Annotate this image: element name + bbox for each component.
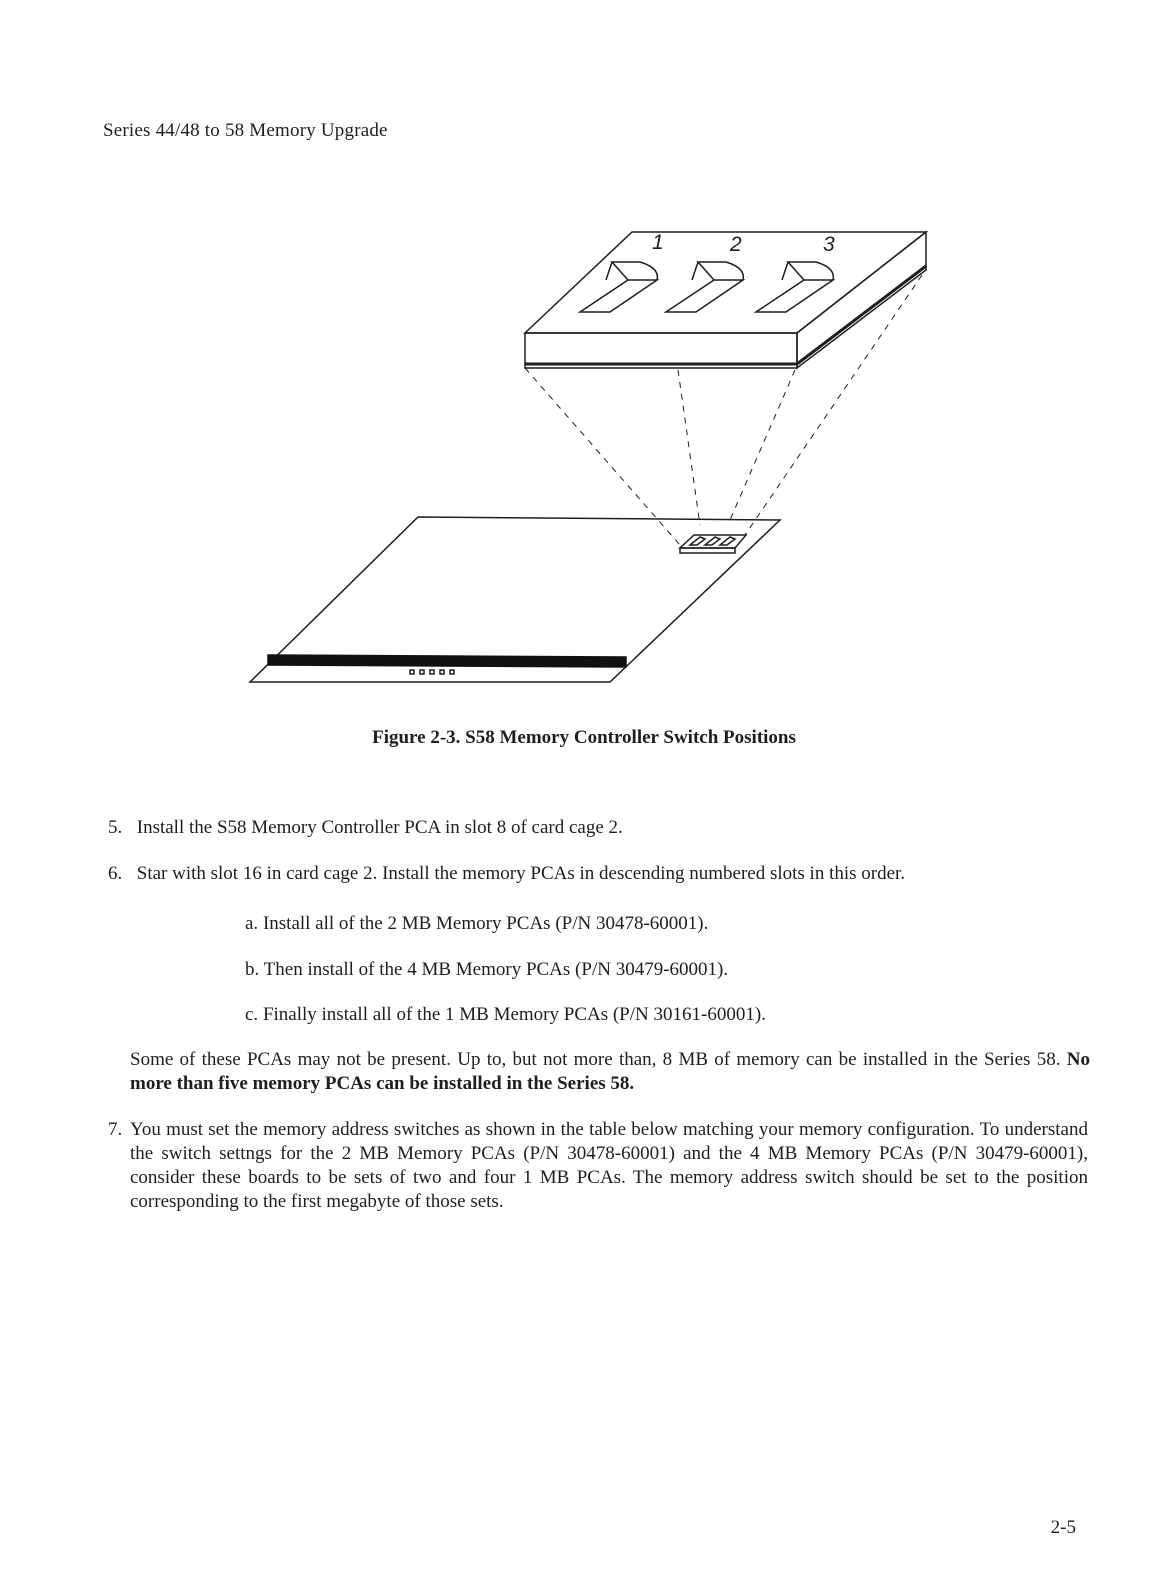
switch-label-3: 3 <box>823 233 835 256</box>
step-number: 5. <box>108 817 123 838</box>
switch-2-icon <box>666 262 743 312</box>
switch-label-2: 2 <box>730 233 742 256</box>
substep-label: a. <box>245 913 259 934</box>
board-connector-edge <box>268 655 626 667</box>
circuit-board <box>250 517 780 682</box>
step-6 <box>108 862 1088 886</box>
running-header: Series 44/48 to 58 Memory Upgrade <box>103 120 388 141</box>
note-text: Some of these PCAs may not be present. Up to, but not more than, 8 MB of memory can be installed in the Series 58. <box>130 1049 1061 1070</box>
board-switch-icon <box>680 535 746 553</box>
page-number: 2-5 <box>1050 1517 1076 1538</box>
substep-c <box>245 1003 1065 1027</box>
step-text: Star with slot 16 in card cage 2. Install the memory PCAs in descending numbered slots in this order. <box>136 863 906 884</box>
switch-block-top <box>525 232 926 333</box>
substep-label: b. <box>245 959 260 980</box>
substep-b <box>245 958 1065 982</box>
step-text: You must set the memory address switches as shown in the table below matching your memory configuration. To understand the switch settngs for the 2 MB Memory PCAs (P/N 30478-60001) and the 4 MB Memory PCAs (P/N 30479-60001), consider these boards to be sets of two and four 1 MB PCAs. The memory address switch should be set to the position corresponding to the first megabyte of those sets. <box>130 1119 1088 1212</box>
step-number: 7. <box>108 1119 123 1140</box>
board-small-pads <box>410 670 454 674</box>
substep-text: Then install of the 4 MB Memory PCAs (P/N 30479-60001). <box>263 959 729 980</box>
figure-caption: Figure 2-3. S58 Memory Controller Switch Positions <box>372 727 796 748</box>
substep-label: c. <box>245 1004 259 1025</box>
substep-text: Finally install all of the 1 MB Memory PCAs (P/N 30161-60001). <box>262 1004 766 1025</box>
step-5 <box>108 816 1088 840</box>
switch-3-icon <box>756 262 833 312</box>
step-7 <box>108 1118 1088 1214</box>
switch-position-figure <box>0 0 1168 720</box>
substep-a <box>245 912 1065 936</box>
note-bold-warning: No more than five memory PCAs can be installed in the Series 58. <box>130 1049 1090 1094</box>
switch-label-1: 1 <box>652 231 664 254</box>
step-number: 6. <box>108 863 123 884</box>
substep-text: Install all of the 2 MB Memory PCAs (P/N 30478-60001). <box>262 913 709 934</box>
switch-block-enlarged <box>525 232 926 368</box>
step-text: Install the S58 Memory Controller PCA in slot 8 of card cage 2. <box>136 817 623 838</box>
note-paragraph <box>130 1048 1090 1096</box>
